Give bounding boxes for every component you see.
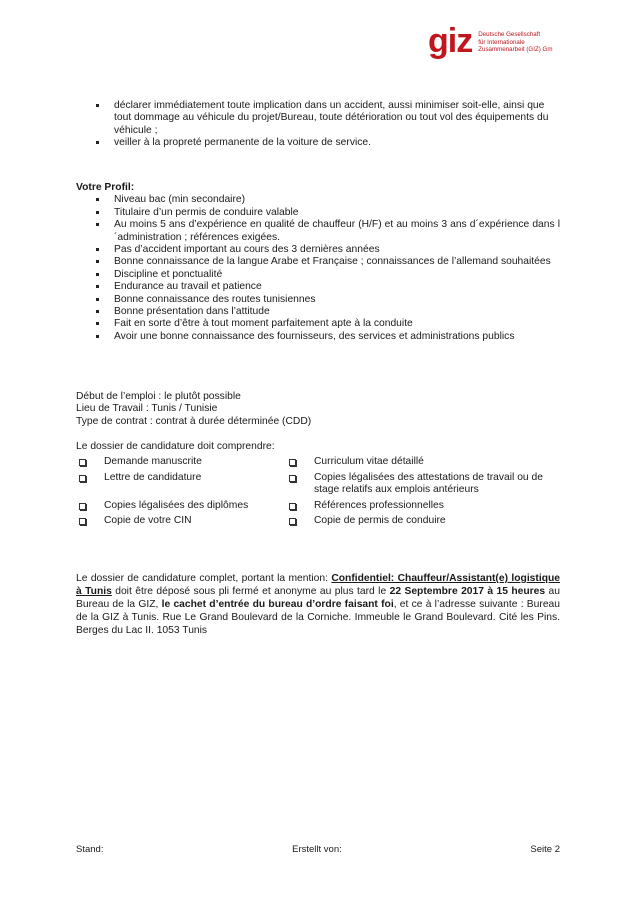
checklist-item [76,500,286,512]
logo-text [478,31,552,54]
checkbox-icon [289,459,296,466]
footer-created-by: Erstellt von: [292,844,342,855]
checklist-label: Références professionnelles [314,499,444,511]
logo-mark: giz [428,22,473,60]
footer-page-number: Seite 2 [530,844,560,855]
profile-list [76,194,560,343]
checkbox-icon [79,503,86,510]
checklist-item [76,456,286,468]
duties-list-section [76,100,560,150]
checkbox-icon [289,475,296,482]
checklist-item [286,515,560,527]
dossier-section [76,441,560,527]
list-item: Au moins 5 ans d’expérience en qualité de chauffeur (H/F) et au moins 3 ans d´expérience dans l´administration ; références exigées. [76,219,560,244]
list-item: Pas d’accident important au cours des 3 dernières années [76,244,560,256]
checklist-label: Copies légalisées des attestations de travail ou de stage relatifs aux emplois antérieurs [314,471,543,496]
text-run: doit être déposé sous pli fermé et anonyme au plus tard le [111,586,390,597]
footer-stand: Stand: [76,844,104,855]
list-item: Bonne présentation dans l’attitude [76,306,560,318]
checklist-label: Copies légalisées des diplômes [104,499,249,511]
list-item: veiller à la propreté permanente de la voiture de service. [76,137,560,149]
list-item: Titulaire d’un permis de conduire valable [76,207,560,219]
list-item: Avoir une bonne connaissance des fournisseurs, des services et administrations publics [76,331,560,343]
checklist-label: Copie de votre CIN [104,515,192,527]
list-item: Discipline et ponctualité [76,269,560,281]
logo-line: Zusammenarbeit (GIZ) Gm [478,45,553,53]
logo-line: für Internationale [478,38,525,46]
address-text: , et ce à l’adresse suivante : Bureau de la GIZ à Tunis. Rue Le Grand Boulevard de la Corniche. Immeuble le Grand Boulevard. Cité les Pins. Berges du Lac II. 1053 Tunis [76,599,560,636]
checklist-item [76,515,286,527]
checkbox-icon [79,475,86,482]
profile-heading: Votre Profil: [76,182,135,193]
checkbox-icon [79,518,86,525]
dossier-heading: Le dossier de candidature doit comprendre: [76,441,275,452]
text-run: Le dossier de candidature complet, portant la mention: [76,573,332,584]
checklist-item [286,472,560,497]
job-contract: Type de contrat : contrat à durée déterminée (CDD) [76,415,312,427]
duties-list [76,100,560,150]
job-info-section [76,391,560,428]
text-run: au Bureau de la GIZ, [76,586,560,610]
list-item: déclarer immédiatement toute implication dans un accident, aussi minimiser soit-elle, ainsi que tout dommage au véhicule du projet/Bureau, toute détérioration ou tout vol des équipements du véhicule ; [76,100,560,137]
deadline-text: 22 Septembre 2017 à 15 heures [389,586,546,597]
list-item: Niveau bac (min secondaire) [76,194,560,206]
checkbox-icon [289,503,296,510]
checklist-label: Lettre de candidature [104,471,202,483]
checklist-label: Curriculum vitae détaillé [314,456,424,468]
job-location: Lieu de Travail : Tunis / Tunisie [76,403,218,415]
checklist-item [286,500,560,512]
logo-line: Deutsche Gesellschaft [478,31,541,39]
dossier-checklist [76,456,560,527]
list-item: Bonne connaissance des routes tunisiennes [76,294,560,306]
list-item: Bonne connaissance de la langue Arabe et Française ; connaissances de l’allemand souhaitées [76,256,560,268]
stamp-note: le cachet d’entrée du bureau d’ordre faisant foi [161,599,394,610]
checklist-label: Copie de permis de conduire [314,515,446,527]
checklist-item [76,472,286,497]
giz-logo [428,22,553,60]
checklist-item [286,456,560,468]
list-item: Fait en sorte d’être à tout moment parfaitement apte à la conduite [76,318,560,330]
page-footer [76,844,560,855]
mention-text: Confidentiel: Chauffeur/Assistant(e) logistique à Tunis [76,573,561,597]
list-item: Endurance au travail et patience [76,281,560,293]
checklist-label: Demande manuscrite [104,456,202,468]
profile-section [76,182,560,343]
submission-paragraph [76,572,560,637]
job-start: Début de l’emploi : le plutôt possible [76,391,241,402]
checkbox-icon [79,459,86,466]
checkbox-icon [289,518,296,525]
